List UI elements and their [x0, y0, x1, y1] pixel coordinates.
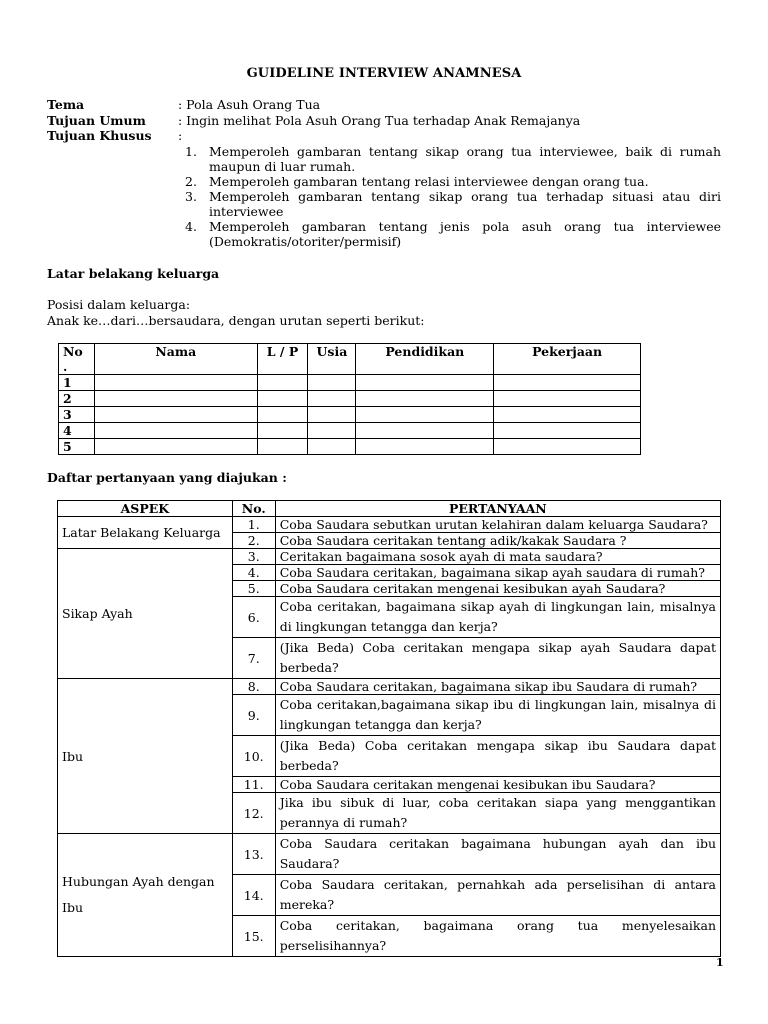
- table-row: [58, 679, 721, 695]
- family-table: [58, 343, 641, 455]
- cell-pendidikan[interactable]: [356, 407, 494, 423]
- question-number: 8.: [232, 679, 275, 695]
- cell-pekerjaan[interactable]: [494, 439, 641, 455]
- cell-usia[interactable]: [308, 407, 356, 423]
- col-pertanyaan: PERTANYAAN: [275, 501, 720, 517]
- table-row: [58, 517, 721, 533]
- tema-label: Tema: [47, 97, 85, 112]
- family-section-heading: Latar belakang keluarga: [47, 266, 220, 281]
- tujuan-khusus-label: Tujuan Khusus: [47, 128, 152, 143]
- question-text: Coba Saudara ceritakan tentang adik/kakak Saudara ?: [275, 533, 720, 549]
- table-row: [59, 375, 641, 391]
- tujuan-khusus-value: :: [178, 128, 183, 143]
- question-table-header: [58, 501, 721, 517]
- question-text: Coba Saudara ceritakan bagaimana hubungan ayah dan ibu Saudara?: [275, 834, 720, 875]
- row-number: 5: [59, 439, 95, 455]
- goal-item: [185, 144, 721, 174]
- goal-item: [185, 174, 721, 189]
- question-number: 2.: [232, 533, 275, 549]
- question-text: Coba Saudara ceritakan mengenai kesibukan ayah Saudara?: [275, 581, 720, 597]
- cell-pekerjaan[interactable]: [494, 423, 641, 439]
- cell-lp[interactable]: [257, 375, 308, 391]
- goal-text: Memperoleh gambaran tentang jenis pola asuh orang tua interviewee (Demokratis/otoriter/permisif): [209, 219, 721, 249]
- col-usia: Usia: [308, 344, 356, 375]
- table-row: [59, 407, 641, 423]
- goal-text: Memperoleh gambaran tentang sikap orang tua terhadap situasi atau diri interviewee: [209, 189, 721, 219]
- col-pekerjaan: Pekerjaan: [494, 344, 641, 375]
- question-text: Ceritakan bagaimana sosok ayah di mata saudara?: [275, 549, 720, 565]
- cell-pendidikan[interactable]: [356, 375, 494, 391]
- tujuan-umum-label: Tujuan Umum: [47, 113, 146, 128]
- goal-number: 4.: [185, 219, 197, 234]
- question-text: Coba Saudara ceritakan mengenai kesibukan ibu Saudara?: [275, 777, 720, 793]
- aspect-sikap-ayah: Sikap Ayah: [58, 549, 233, 679]
- aspect-latar-belakang: Latar Belakang Keluarga: [58, 517, 233, 549]
- question-number: 15.: [232, 916, 275, 957]
- cell-lp[interactable]: [257, 439, 308, 455]
- goals-list: [185, 144, 721, 249]
- row-number: 2: [59, 391, 95, 407]
- question-number: 12.: [232, 793, 275, 834]
- cell-pendidikan[interactable]: [356, 391, 494, 407]
- cell-nama[interactable]: [94, 375, 257, 391]
- cell-pekerjaan[interactable]: [494, 375, 641, 391]
- question-table: [57, 500, 721, 957]
- cell-pendidikan[interactable]: [356, 439, 494, 455]
- tujuan-khusus-row: [47, 128, 182, 143]
- table-row: [58, 834, 721, 875]
- cell-pekerjaan[interactable]: [494, 407, 641, 423]
- cell-lp[interactable]: [257, 423, 308, 439]
- tema-row: [47, 97, 320, 112]
- question-number: 1.: [232, 517, 275, 533]
- goal-number: 3.: [185, 189, 197, 204]
- cell-nama[interactable]: [94, 439, 257, 455]
- question-number: 6.: [232, 597, 275, 638]
- table-row: [59, 439, 641, 455]
- col-nama: Nama: [94, 344, 257, 375]
- table-row: [59, 391, 641, 407]
- goal-number: 2.: [185, 174, 197, 189]
- question-number: 10.: [232, 736, 275, 777]
- col-lp: L / P: [257, 344, 308, 375]
- col-pendidikan: Pendidikan: [356, 344, 494, 375]
- row-number: 3: [59, 407, 95, 423]
- cell-nama[interactable]: [94, 391, 257, 407]
- question-number: 11.: [232, 777, 275, 793]
- question-number: 7.: [232, 638, 275, 679]
- tujuan-umum-row: [47, 113, 580, 128]
- family-table-header: [59, 344, 641, 375]
- question-text: Coba ceritakan,bagaimana sikap ibu di lingkungan lain, misalnya di lingkungan tetangga dan kerja?: [275, 695, 720, 736]
- col-aspek: ASPEK: [58, 501, 233, 517]
- cell-lp[interactable]: [257, 407, 308, 423]
- cell-usia[interactable]: [308, 423, 356, 439]
- question-text: Coba Saudara ceritakan, bagaimana sikap ibu Saudara di rumah?: [275, 679, 720, 695]
- cell-lp[interactable]: [257, 391, 308, 407]
- cell-pekerjaan[interactable]: [494, 391, 641, 407]
- question-number: 3.: [232, 549, 275, 565]
- cell-usia[interactable]: [308, 439, 356, 455]
- question-number: 14.: [232, 875, 275, 916]
- cell-usia[interactable]: [308, 391, 356, 407]
- col-no: No .: [59, 344, 95, 375]
- row-number: 4: [59, 423, 95, 439]
- posisi-line-1: Posisi dalam keluarga:: [47, 297, 191, 312]
- document-title: GUIDELINE INTERVIEW ANAMNESA: [246, 66, 522, 81]
- posisi-line-2: Anak ke…dari…bersaudara, dengan urutan seperti berikut:: [47, 313, 425, 328]
- question-text: (Jika Beda) Coba ceritakan mengapa sikap ayah Saudara dapat berbeda?: [275, 638, 720, 679]
- question-text: Jika ibu sibuk di luar, coba ceritakan siapa yang menggantikan perannya di rumah?: [275, 793, 720, 834]
- col-no: No.: [232, 501, 275, 517]
- tujuan-umum-value: : Ingin melihat Pola Asuh Orang Tua terhadap Anak Remajanya: [178, 113, 581, 128]
- question-text: Coba Saudara sebutkan urutan kelahiran dalam keluarga Saudara?: [275, 517, 720, 533]
- table-row: [58, 549, 721, 565]
- question-text: Coba ceritakan, bagaimana sikap ayah di lingkungan lain, misalnya di lingkungan tetangga dan kerja?: [275, 597, 720, 638]
- goal-number: 1.: [185, 144, 197, 159]
- question-number: 13.: [232, 834, 275, 875]
- questions-section-heading: Daftar pertanyaan yang diajukan :: [47, 470, 287, 485]
- question-text: Coba Saudara ceritakan, pernahkah ada perselisihan di antara mereka?: [275, 875, 720, 916]
- question-number: 9.: [232, 695, 275, 736]
- goal-text: Memperoleh gambaran tentang relasi interviewee dengan orang tua.: [209, 174, 649, 189]
- question-text: (Jika Beda) Coba ceritakan mengapa sikap ibu Saudara dapat berbeda?: [275, 736, 720, 777]
- goal-text: Memperoleh gambaran tentang sikap orang tua interviewee, baik di rumah maupun di luar rumah.: [209, 144, 721, 174]
- aspect-ibu: Ibu: [58, 679, 233, 834]
- page-number: 1: [716, 956, 724, 969]
- cell-pendidikan[interactable]: [356, 423, 494, 439]
- question-number: 5.: [232, 581, 275, 597]
- question-text: Coba ceritakan, bagaimana orang tua menyelesaikan perselisihannya?: [275, 916, 720, 957]
- goal-item: [185, 189, 721, 219]
- cell-nama[interactable]: [94, 407, 257, 423]
- cell-nama[interactable]: [94, 423, 257, 439]
- aspect-hubungan: Hubungan Ayah dengan Ibu: [58, 834, 233, 957]
- question-number: 4.: [232, 565, 275, 581]
- goal-item: [185, 219, 721, 249]
- cell-usia[interactable]: [308, 375, 356, 391]
- question-text: Coba Saudara ceritakan, bagaimana sikap ayah saudara di rumah?: [275, 565, 720, 581]
- tema-value: : Pola Asuh Orang Tua: [178, 97, 321, 112]
- row-number: 1: [59, 375, 95, 391]
- table-row: [59, 423, 641, 439]
